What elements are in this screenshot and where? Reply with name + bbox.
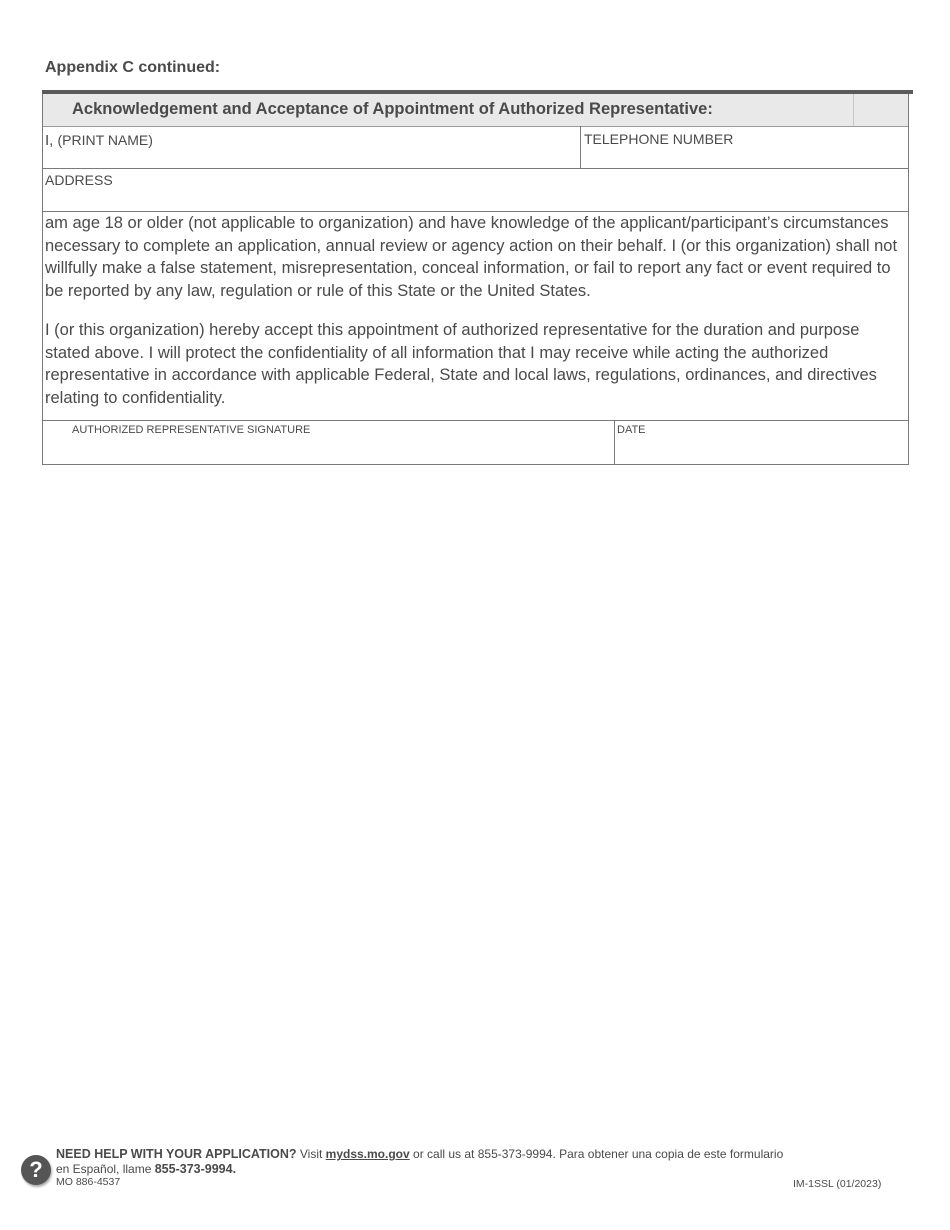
call-text: or call us at 855-373-9994. Para obtener una copia de este formulario en Español, llame <box>56 1147 784 1176</box>
signature-row <box>43 420 908 465</box>
print-name-prefix: I, <box>45 132 58 149</box>
help-heading: NEED HELP WITH YOUR APPLICATION? <box>56 1147 297 1161</box>
acknowledgement-text <box>45 212 905 409</box>
column-divider <box>580 126 581 168</box>
revision-code: IM-1SSL (01/2023) <box>793 1178 882 1190</box>
address-row <box>43 169 908 212</box>
form-number: MO 886-4537 <box>56 1176 121 1188</box>
signature-field[interactable]: AUTHORIZED REPRESENTATIVE SIGNATURE <box>72 424 311 436</box>
section-header <box>43 94 908 127</box>
website-link[interactable]: mydss.mo.gov <box>325 1147 410 1161</box>
paragraph-acceptance: I (or this organization) hereby accept this appointment of authorized representative for the duration and purpose stated above. I will protect the confidentiality of all information that I may receive while acting the authorized representative in accordance with applicable Federal, State and local laws, regulations, ordinances, and directives relating to confidentiality. <box>45 321 877 407</box>
question-icon: ? <box>21 1155 51 1185</box>
print-name-label: (PRINT NAME) <box>57 132 153 148</box>
spanish-phone: 855-373-9994. <box>154 1162 237 1176</box>
visit-text: Visit <box>296 1147 326 1161</box>
name-phone-row <box>43 126 908 169</box>
help-footer <box>56 1147 796 1177</box>
address-field[interactable]: ADDRESS <box>45 172 113 188</box>
header-divider <box>853 94 854 126</box>
section-title: Acknowledgement and Acceptance of Appointment of Authorized Representative: <box>72 100 713 118</box>
appendix-title: Appendix C continued: <box>45 59 221 76</box>
telephone-field[interactable]: TELEPHONE NUMBER <box>584 131 734 147</box>
print-name-field[interactable] <box>45 132 153 149</box>
date-field[interactable]: DATE <box>617 424 646 436</box>
column-divider <box>614 421 615 465</box>
paragraph-eligibility: am age 18 or older (not applicable to organization) and have knowledge of the applicant/participant’s circumstances necessary to complete an application, annual review or agency action on their behalf. I (or this organization) shall not willfully make a false statement, misrepresentation, conceal information, or fail to report any fact or event required to be reported by any law, regulation or rule of this State or the United States. <box>45 214 898 300</box>
acknowledgement-form <box>42 94 909 465</box>
